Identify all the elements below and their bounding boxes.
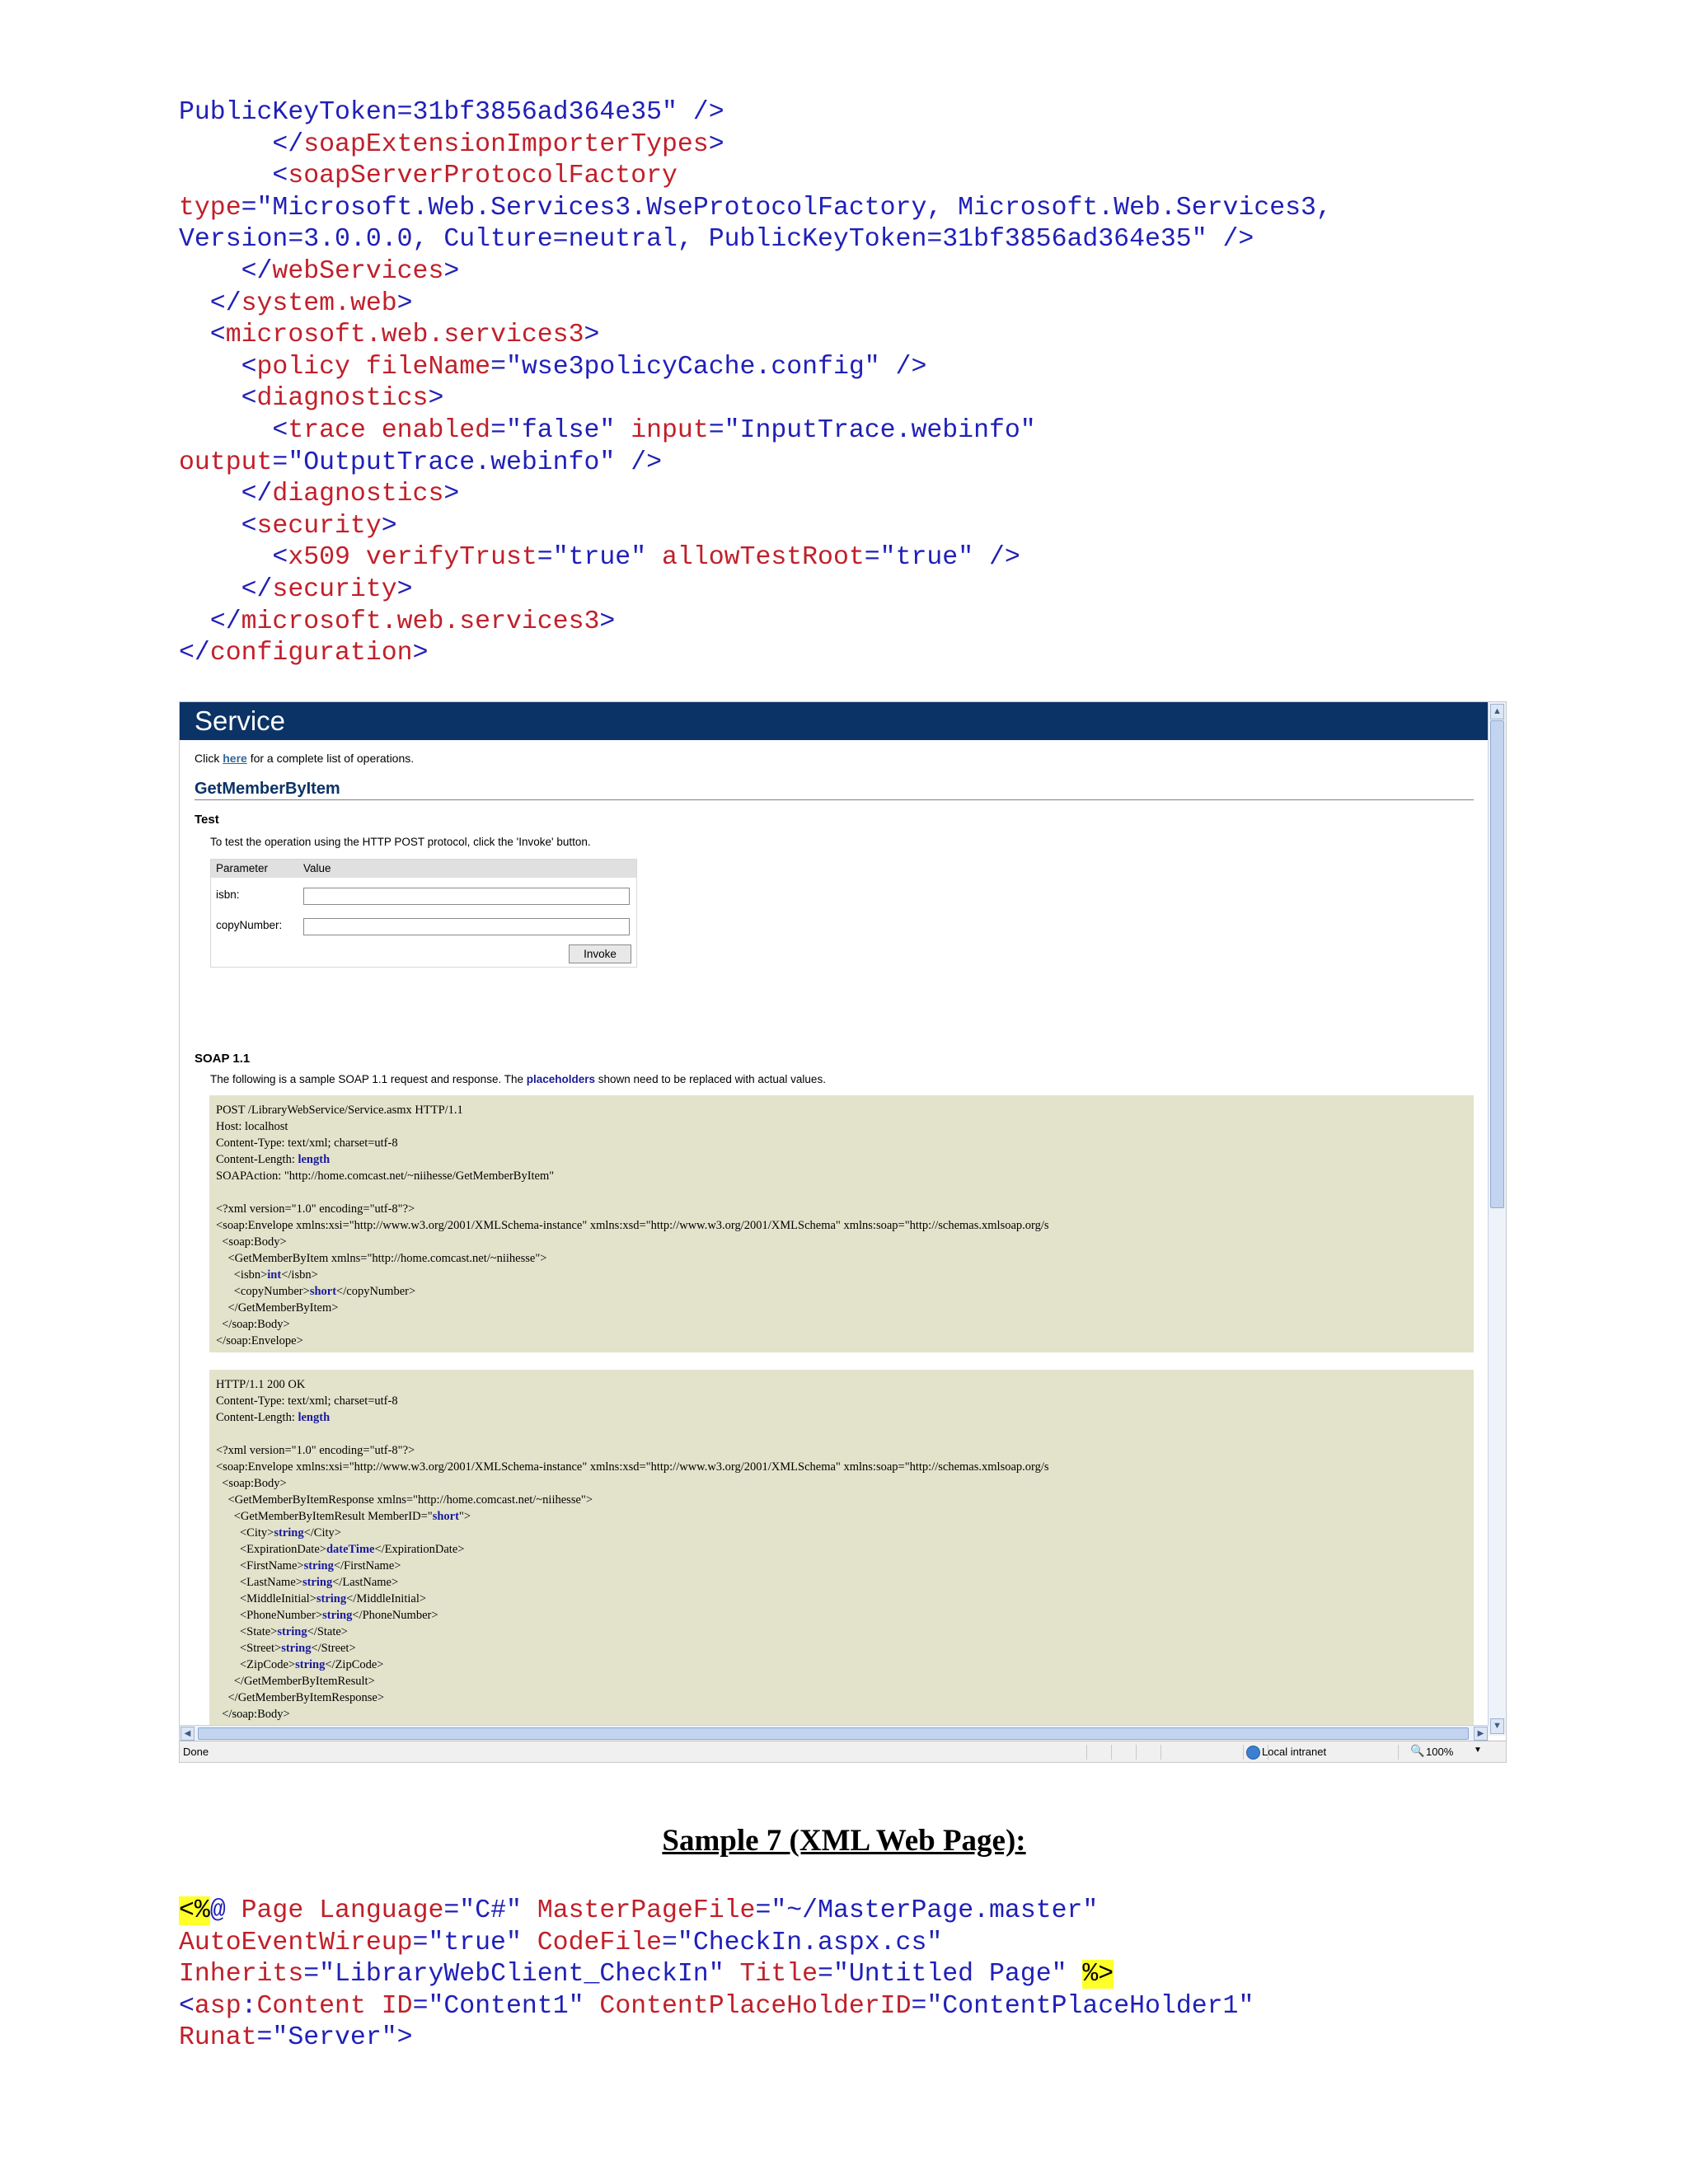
code-token: ContentPlaceHolderID xyxy=(599,1991,912,2021)
code-token: microsoft.web.services3 xyxy=(241,607,600,636)
code-line xyxy=(179,1896,1254,1928)
soap-token: POST /LibraryWebService/Service.asmx HTTP/1.1 xyxy=(216,1104,463,1117)
code-line xyxy=(179,129,1332,162)
soap-token: </soap:Envelope> xyxy=(216,1334,303,1347)
code-token: @ xyxy=(209,1896,241,1925)
soap-line xyxy=(216,1541,1049,1558)
operations-intro: Click here for a complete list of operations. xyxy=(195,752,415,765)
zoom-icon[interactable]: 🔍 xyxy=(1410,1744,1425,1757)
code-token: ="LibraryWebClient_CheckIn" xyxy=(303,1960,740,1990)
soap-token: <soap:Envelope xmlns:xsi="http://www.w3.org/2001/XMLSchema-instance" xmlns:xsd="http://www.w3.org/2001/XMLSchema" xmlns:soap="http://schemas.xmlsoap.org/s xyxy=(216,1219,1049,1232)
code-token: AutoEventWireup xyxy=(179,1928,413,1957)
soap-line xyxy=(216,1168,1049,1184)
soap-token: </PhoneNumber> xyxy=(352,1609,438,1622)
soap-line xyxy=(216,1591,1049,1607)
soap-line xyxy=(216,1217,1049,1234)
code-line xyxy=(179,448,1332,480)
code-token: </ xyxy=(179,480,273,509)
vertical-scrollbar[interactable] xyxy=(1488,702,1506,1736)
soap-token: </Street> xyxy=(311,1642,356,1655)
code-token: configuration xyxy=(209,639,413,668)
soap-token: <PhoneNumber> xyxy=(216,1609,323,1622)
soap-token: "> xyxy=(458,1510,471,1523)
soap-heading: SOAP 1.1 xyxy=(195,1052,251,1066)
code-line xyxy=(179,607,1332,639)
code-token: </ xyxy=(179,256,273,286)
sample-title: Sample 7 (XML Web Page): xyxy=(662,1824,1026,1858)
code-token: > xyxy=(428,384,444,414)
code-token: type xyxy=(179,193,241,223)
copy-number-label: copyNumber: xyxy=(216,919,283,931)
browser-screenshot xyxy=(179,701,1507,1763)
code-token: </ xyxy=(179,129,304,159)
code-token: trace xyxy=(288,415,366,445)
soap-token: Content-Length: xyxy=(216,1153,298,1166)
code-line xyxy=(179,161,1332,193)
parameter-table xyxy=(210,859,637,968)
code-token: soapExtensionImporterTypes xyxy=(303,129,709,159)
code-token: > xyxy=(443,480,460,509)
code-token: output xyxy=(179,448,273,477)
code-token: fileName xyxy=(365,352,491,382)
code-token: </ xyxy=(179,607,241,636)
soap-line xyxy=(216,1234,1049,1250)
code-token: PublicKeyToken=31bf3856ad364e35" /> xyxy=(179,98,724,127)
code-token: diagnostics xyxy=(256,384,429,414)
code-token: input xyxy=(631,415,709,445)
code-token: < xyxy=(179,162,288,191)
code-token: </ xyxy=(179,639,210,668)
code-token: MasterPageFile xyxy=(537,1896,756,1925)
soap-line xyxy=(216,1376,1049,1393)
soap-token: <City> xyxy=(216,1526,274,1540)
code-token: asp xyxy=(194,1991,241,2021)
code-line xyxy=(179,415,1332,448)
code-token: ="wse3policyCache.config" /> xyxy=(490,352,927,382)
code-token: policy xyxy=(256,352,350,382)
code-line xyxy=(179,352,1332,384)
code-token: > xyxy=(412,639,429,668)
intranet-globe-icon xyxy=(1246,1746,1260,1760)
placeholder-token: short xyxy=(432,1510,459,1523)
code-token: ="~/MasterPage.master" xyxy=(755,1896,1099,1925)
soap-token: <?xml version="1.0" encoding="utf-8"?> xyxy=(216,1202,415,1216)
soap-line xyxy=(216,1151,1049,1168)
code-token xyxy=(303,1896,319,1925)
soap-token: </City> xyxy=(303,1526,341,1540)
divider xyxy=(195,799,1474,800)
placeholder-token: string xyxy=(302,1576,333,1589)
code-token: ="CheckIn.aspx.cs" xyxy=(662,1928,943,1957)
code-token: </ xyxy=(179,574,273,604)
placeholder-token: string xyxy=(274,1526,304,1540)
copy-number-input[interactable] xyxy=(303,918,630,935)
soap-line xyxy=(216,1135,1049,1151)
placeholder-token: short xyxy=(309,1285,337,1298)
code-token: ="Untitled Page" xyxy=(818,1960,1083,1990)
placeholder-token: string xyxy=(316,1592,347,1605)
soap-token: <GetMemberByItem xmlns="http://home.comcast.net/~niihesse"> xyxy=(216,1252,547,1265)
value-column-header: Value xyxy=(303,862,331,874)
status-text: Done xyxy=(183,1746,209,1758)
status-bar xyxy=(180,1741,1506,1763)
code-token: < xyxy=(179,384,257,414)
soap-line xyxy=(216,1118,1049,1135)
code-token: verifyTrust xyxy=(365,543,537,573)
code-token: Content xyxy=(256,1991,366,2021)
code-token: Page xyxy=(241,1896,304,1925)
soap-line xyxy=(216,1316,1049,1333)
code-token: ="C#" xyxy=(443,1896,537,1925)
scroll-up-icon[interactable]: ▲ xyxy=(1490,704,1504,719)
soap-token: </MiddleInitial> xyxy=(346,1592,427,1605)
soap-line xyxy=(216,1624,1049,1640)
code-token: Runat xyxy=(179,2023,257,2053)
soap-token: <MiddleInitial> xyxy=(216,1592,316,1605)
soap-token: </State> xyxy=(307,1625,348,1638)
scroll-right-icon[interactable]: ▶ xyxy=(1474,1727,1488,1741)
soap-token: </GetMemberByItemResult> xyxy=(216,1675,375,1688)
soap-token: <ExpirationDate> xyxy=(216,1543,326,1556)
soap-token: <copyNumber> xyxy=(216,1285,310,1298)
code-line xyxy=(179,256,1332,288)
placeholder-token: length xyxy=(298,1153,331,1166)
soap-line xyxy=(216,1102,1049,1118)
placeholder-token: int xyxy=(267,1268,282,1282)
soap-line xyxy=(216,1250,1049,1267)
isbn-label: isbn: xyxy=(216,888,240,901)
code-line xyxy=(179,1959,1254,1991)
soap-token: <ZipCode> xyxy=(216,1658,296,1671)
test-heading: Test xyxy=(195,813,219,827)
soap-token: <isbn> xyxy=(216,1268,268,1282)
soap-line xyxy=(216,1657,1049,1673)
code-token: allowTestRoot xyxy=(662,543,865,573)
code-line xyxy=(179,574,1332,607)
placeholder-token: dateTime xyxy=(326,1543,375,1556)
code-line xyxy=(179,193,1332,225)
code-token: security xyxy=(256,511,382,541)
code-token: > xyxy=(708,129,724,159)
soap-token: <Street> xyxy=(216,1642,282,1655)
soap-token: </FirstName> xyxy=(333,1559,401,1572)
code-token xyxy=(366,416,382,445)
horizontal-scroll-thumb[interactable] xyxy=(198,1727,1469,1740)
soap-token: Host: localhost xyxy=(216,1120,288,1133)
code-token: webServices xyxy=(272,256,444,286)
code-line xyxy=(179,479,1332,511)
soap-request-sample xyxy=(209,1095,1474,1352)
code-line xyxy=(179,638,1332,670)
horizontal-scrollbar[interactable] xyxy=(180,1725,1489,1741)
code-token: < xyxy=(179,352,257,382)
operations-list-link[interactable]: here xyxy=(223,752,247,765)
code-line xyxy=(179,542,1332,574)
soap-line xyxy=(216,1558,1049,1574)
code-token: CodeFile xyxy=(537,1928,663,1957)
code-token: > xyxy=(396,288,413,318)
code-token: diagnostics xyxy=(272,480,444,509)
code-token: </ xyxy=(179,288,241,318)
soap-token: <FirstName> xyxy=(216,1559,304,1572)
code-token: < xyxy=(179,321,226,350)
code-line xyxy=(179,288,1332,321)
zone-text: Local intranet xyxy=(1262,1746,1327,1758)
placeholder-token: string xyxy=(277,1625,307,1638)
placeholder-token: string xyxy=(322,1609,353,1622)
code-token: x509 xyxy=(288,543,350,573)
code-token: < xyxy=(179,543,288,573)
code-token: security xyxy=(272,574,397,604)
parameter-column-header: Parameter xyxy=(216,862,269,874)
code-token: > xyxy=(599,607,616,636)
aspx-code-block xyxy=(179,1896,1254,2055)
soap-line xyxy=(216,1508,1049,1525)
code-token: Title xyxy=(739,1960,818,1990)
code-token: Version=3.0.0.0, Culture=neutral, PublicKeyToken=31bf3856ad364e35" /> xyxy=(179,225,1254,255)
soap-token: <soap:Body> xyxy=(216,1235,287,1249)
soap-line xyxy=(216,1333,1049,1349)
soap-token: SOAPAction: "http://home.comcast.net/~niihesse/GetMemberByItem" xyxy=(216,1169,555,1183)
placeholder-token: string xyxy=(303,1559,334,1572)
code-token: microsoft.web.services3 xyxy=(225,321,584,350)
soap-intro: The following is a sample SOAP 1.1 request and response. The placeholders shown need to be replaced with actual values. xyxy=(210,1073,826,1085)
code-token: ="true" xyxy=(537,543,663,573)
soap-line xyxy=(216,1184,1049,1201)
config-code-block xyxy=(179,97,1332,670)
soap-token: <?xml version="1.0" encoding="utf-8"?> xyxy=(216,1444,415,1457)
soap-line xyxy=(216,1426,1049,1442)
soap-line xyxy=(216,1442,1049,1459)
code-token: %> xyxy=(1082,1960,1114,1990)
soap-token: <LastName> xyxy=(216,1576,302,1589)
code-token: ="OutputTrace.webinfo" /> xyxy=(272,448,662,477)
soap-response-text xyxy=(216,1376,1049,1739)
code-token xyxy=(350,353,366,382)
soap-line xyxy=(216,1574,1049,1591)
operation-title: GetMemberByItem xyxy=(195,780,340,798)
isbn-input[interactable] xyxy=(303,888,630,905)
code-line xyxy=(179,511,1332,543)
soap-token: Content-Type: text/xml; charset=utf-8 xyxy=(216,1137,398,1150)
soap-line xyxy=(216,1267,1049,1283)
soap-token: <GetMemberByItemResult MemberID=" xyxy=(216,1510,433,1523)
code-token: <% xyxy=(179,1896,210,1925)
code-line xyxy=(179,2022,1254,2055)
soap-token: </LastName> xyxy=(332,1576,399,1589)
code-token: : xyxy=(241,1991,257,2021)
code-line xyxy=(179,97,1332,129)
code-token: ="true" /> xyxy=(864,543,1020,573)
code-token: < xyxy=(179,511,257,541)
soap-line xyxy=(216,1525,1049,1541)
code-token: enabled xyxy=(381,415,491,445)
placeholder-token: string xyxy=(295,1658,326,1671)
test-instructions: To test the operation using the HTTP POST protocol, click the 'Invoke' button. xyxy=(210,836,591,848)
soap-token: </soap:Body> xyxy=(216,1318,290,1331)
scroll-down-icon[interactable]: ▼ xyxy=(1490,1718,1504,1734)
placeholder-token: string xyxy=(281,1642,312,1655)
code-token: < xyxy=(179,415,288,445)
soap-request-text xyxy=(216,1102,1049,1349)
soap-token: </GetMemberByItemResponse> xyxy=(216,1691,385,1704)
soap-token: Content-Length: xyxy=(216,1411,298,1424)
invoke-button[interactable]: Invoke xyxy=(569,944,631,963)
code-token xyxy=(350,543,366,572)
code-line xyxy=(179,224,1332,256)
code-line xyxy=(179,1991,1254,2023)
soap-token: <soap:Body> xyxy=(216,1477,287,1490)
code-token: > xyxy=(584,321,600,350)
soap-line xyxy=(216,1640,1049,1657)
soap-token: <GetMemberByItemResponse xmlns="http://home.comcast.net/~niihesse"> xyxy=(216,1493,593,1507)
code-token: < xyxy=(179,1991,195,2021)
soap-token: </isbn> xyxy=(281,1268,318,1282)
soap-token: </GetMemberByItem> xyxy=(216,1301,339,1315)
zoom-level[interactable]: 100% xyxy=(1426,1746,1454,1758)
soap-line xyxy=(216,1393,1049,1409)
soap-token: </copyNumber> xyxy=(336,1285,416,1298)
code-line xyxy=(179,1928,1254,1960)
soap-line xyxy=(216,1459,1049,1475)
code-token: ="Server"> xyxy=(256,2023,413,2053)
soap-line xyxy=(216,1706,1049,1722)
code-line xyxy=(179,320,1332,352)
soap-line xyxy=(216,1201,1049,1217)
code-token xyxy=(366,1992,382,2021)
soap-token: Content-Type: text/xml; charset=utf-8 xyxy=(216,1394,398,1408)
code-token: Inherits xyxy=(179,1960,304,1990)
code-token: ="true" xyxy=(412,1928,537,1957)
soap-line xyxy=(216,1492,1049,1508)
soap-line xyxy=(216,1607,1049,1624)
code-token: ="false" xyxy=(490,415,631,445)
soap-line xyxy=(216,1673,1049,1690)
soap-line xyxy=(216,1475,1049,1492)
soap-token: <soap:Envelope xmlns:xsi="http://www.w3.org/2001/XMLSchema-instance" xmlns:xsd="http://www.w3.org/2001/XMLSchema" xmlns:soap="http://schemas.xmlsoap.org/s xyxy=(216,1460,1049,1474)
zoom-dropdown-icon[interactable]: ▼ xyxy=(1474,1746,1482,1755)
soap-line xyxy=(216,1409,1049,1426)
code-line xyxy=(179,383,1332,415)
service-header: Service xyxy=(180,702,1489,740)
code-token: soapServerProtocolFactory xyxy=(288,162,678,191)
code-token: ="Content1" xyxy=(412,1991,600,2021)
soap-line xyxy=(216,1300,1049,1316)
code-token: ="Microsoft.Web.Services3.WseProtocolFactory, Microsoft.Web.Services3, xyxy=(241,193,1332,223)
code-token: > xyxy=(443,256,460,286)
code-token: > xyxy=(396,574,413,604)
scroll-thumb[interactable] xyxy=(1490,720,1504,1208)
soap-token: </soap:Body> xyxy=(216,1708,290,1721)
soap-line xyxy=(216,1283,1049,1300)
soap-token: </ExpirationDate> xyxy=(374,1543,465,1556)
code-token: system.web xyxy=(241,288,397,318)
scroll-left-icon[interactable]: ◀ xyxy=(181,1727,195,1741)
code-token: > xyxy=(381,511,397,541)
soap-response-sample xyxy=(209,1370,1474,1726)
soap-token: <State> xyxy=(216,1625,278,1638)
code-token: ID xyxy=(381,1991,413,2021)
soap-token: HTTP/1.1 200 OK xyxy=(216,1378,306,1391)
placeholder-token: length xyxy=(298,1411,331,1424)
soap-token: </ZipCode> xyxy=(325,1658,384,1671)
code-token: Language xyxy=(319,1896,444,1925)
soap-line xyxy=(216,1690,1049,1706)
code-token: ="InputTrace.webinfo" xyxy=(708,415,1036,445)
code-token: ="ContentPlaceHolder1" xyxy=(911,1991,1254,2021)
